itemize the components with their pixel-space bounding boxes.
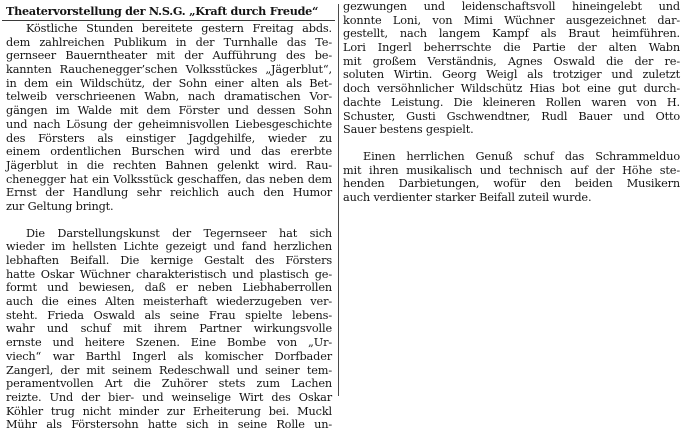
text-line: soluten Wirtin. Georg Weigl als trotziger und zuletzt <box>343 68 680 82</box>
paragraph-gap <box>343 137 683 150</box>
text-line: viech“ war Barthl Ingerl als komischer Dorfbader <box>6 349 332 363</box>
column-divider <box>338 4 339 396</box>
text-line: in dem ein Wildschütz, der Sohn einer alten als Bet- <box>6 76 332 90</box>
paragraph-2 <box>0 227 337 432</box>
text-line: mit großem Verständnis, Agnes Oswald die der re- <box>343 54 680 68</box>
text-line: Schuster, Gusti Gschwendtner, Rudl Bauer und Otto <box>343 109 680 123</box>
text-line: peramentvollen Art die Zuhörer stets zum Lachen <box>6 377 332 391</box>
right-column <box>343 0 683 205</box>
text-line: chenegger hat ein Volksstück geschaffen, das neben dem <box>6 172 332 186</box>
text-line: gernseer Bauerntheater mit der Aufführung des be- <box>6 49 332 63</box>
text-line: reizte. Und der bier- und weinselige Wirt des Oskar <box>6 390 332 404</box>
text-line: kannten Rauchenegger’schen Volksstückes „Jägerblut“, <box>6 63 332 77</box>
text-line: telweib verschrieenen Wabn, nach dramatischen Vor- <box>6 90 332 104</box>
text-line: wieder im hellsten Lichte gezeigt und fand herzlichen <box>6 240 332 254</box>
text-line: mit ihren musikalisch und technisch auf der Höhe ste- <box>343 163 680 177</box>
text-line: auch die eines Alten meisterhaft wiederzugeben ver- <box>6 295 332 309</box>
text-line: konnte Loni, von Mimi Wüchner ausgezeichnet dar- <box>343 13 680 27</box>
text-line: Mühr als Förstersohn hatte sich in seine Rolle un- <box>6 418 332 432</box>
paragraph-1 <box>0 22 337 214</box>
paragraph-4 <box>343 150 683 205</box>
paragraph-3 <box>343 0 683 137</box>
text-line: ernste und heitere Szenen. Eine Bombe von „Ur- <box>6 336 332 350</box>
text-line: Lori Ingerl beherrschte die Partie der alten Wabn <box>343 41 680 55</box>
text-line: Ernst der Handlung sehr reichlich auch den Humor <box>6 186 332 200</box>
article-headline: Theatervorstellung der N.S.G. „Kraft durch Freude“ <box>6 4 319 18</box>
paragraph-gap <box>0 214 337 227</box>
text-line: gezwungen und leidenschaftsvoll hineingelebt und <box>343 0 680 13</box>
text-line: hatte Oskar Wüchner charakteristisch und plastisch ge- <box>6 267 332 281</box>
text-line: dachte Leistung. Die kleineren Rollen waren von H. <box>343 95 680 109</box>
text-line: Jägerblut in die rechten Bahnen gelenkt wird. Rau- <box>6 158 332 172</box>
text-line: auch verdienter starker Beifall zuteil wurde. <box>343 190 592 204</box>
text-line: Die Darstellungskunst der Tegernseer hat sich <box>26 226 332 240</box>
text-line: dem zahlreichen Publikum in der Turnhalle das Te- <box>6 35 332 49</box>
text-line: wahr und schuf mit ihrem Partner wirkungsvolle <box>6 322 332 336</box>
left-column <box>0 0 337 432</box>
text-line: lebhaften Beifall. Die kernige Gestalt des Försters <box>6 254 332 267</box>
text-line: steht. Frieda Oswald als seine Frau spielte lebens- <box>6 308 332 322</box>
text-line: zur Geltung bringt. <box>6 199 114 213</box>
text-line: doch versöhnlicher Wildschütz Hias bot eine gut durch- <box>343 82 680 96</box>
text-line: Zangerl, der mit seinem Redeschwall und seiner tem- <box>6 363 332 377</box>
headline-rule <box>2 20 335 21</box>
text-line: henden Darbietungen, wofür den beiden Musikern <box>343 177 680 191</box>
text-line: des Försters als einstiger Jagdgehilfe, wieder zu <box>6 131 332 145</box>
text-line: gängen im Walde mit dem Förster und dessen Sohn <box>6 104 332 118</box>
text-line: formt und bewiesen, daß er neben Liebhaberrollen <box>6 281 332 295</box>
text-line: gestellt, nach langem Kampf als Braut heimführen. <box>343 27 680 41</box>
text-line: Sauer bestens gespielt. <box>343 123 474 137</box>
text-line: und nach Lösung der geheimnisvollen Liebesgeschichte <box>6 117 332 131</box>
text-line: Köhler trug nicht minder zur Erheiterung bei. Muckl <box>6 404 332 418</box>
text-line: Köstliche Stunden bereitete gestern Freitag abds. <box>26 22 332 35</box>
text-line: Einen herrlichen Genuß schuf das Schrammelduo <box>363 149 680 163</box>
text-line: einem ordentlichen Burschen wird und das ererbte <box>6 145 332 159</box>
